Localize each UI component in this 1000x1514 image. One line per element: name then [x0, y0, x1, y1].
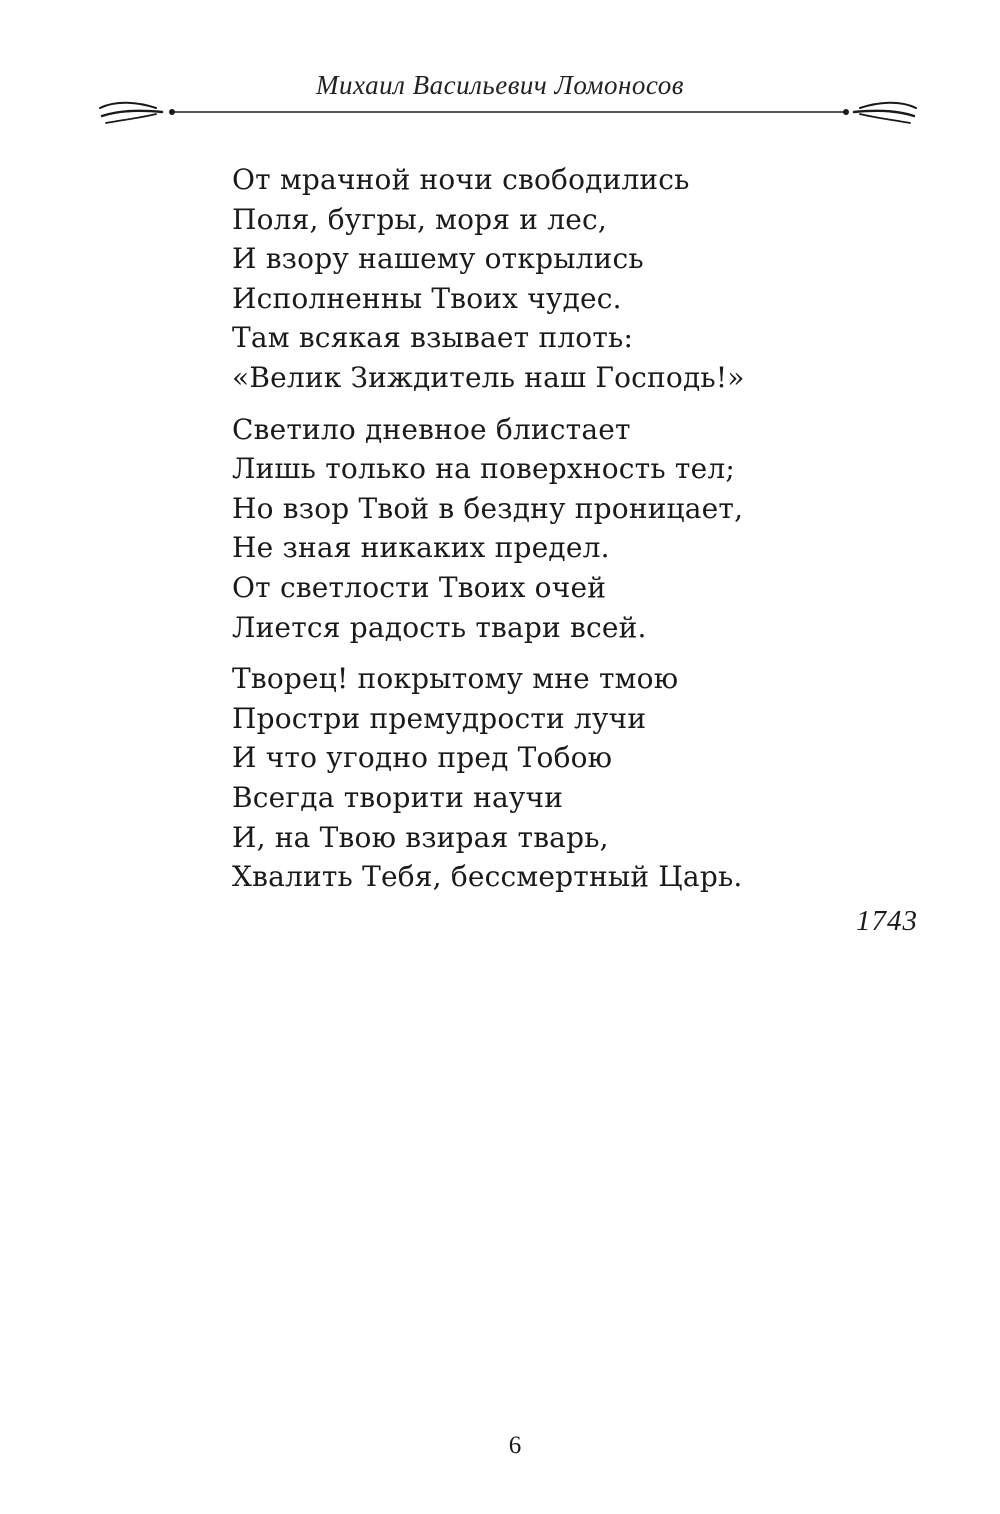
poem-date: 1743 [856, 905, 918, 937]
verse-line: Поля, бугры, моря и лес, [232, 202, 607, 236]
poem-body [232, 160, 872, 909]
verse-line: Но взор Твой в бездну проницает, [232, 491, 744, 525]
verse-line: Всегда творити научи [232, 780, 564, 814]
verse-line: От светлости Твоих очей [232, 570, 607, 604]
verse-line: И что угодно пред Тобою [232, 741, 613, 775]
verse-line: Не зная никаких предел. [232, 531, 610, 565]
verse-line: Там всякая взывает плоть: [232, 321, 634, 355]
stanza-2 [232, 410, 872, 648]
verse-line: Творец! покрытому мне тмою [232, 662, 679, 696]
page-number: 6 [508, 1432, 522, 1459]
header-ornament-rule [98, 96, 918, 132]
verse-line: Простри премудрости лучи [232, 701, 647, 735]
verse-line: Исполненны Твоих чудес. [232, 281, 622, 315]
verse-line: Лиется радость твари всей. [232, 610, 647, 644]
verse-line: Лишь только на поверхность тел; [232, 452, 735, 486]
stanza-1 [232, 160, 872, 398]
stanza-3 [232, 659, 872, 897]
verse-line: И, на Твою взирая тварь, [232, 820, 609, 854]
verse-line: Светило дневное блистает [232, 412, 631, 446]
verse-line: Хвалить Тебя, бессмертный Царь. [232, 860, 743, 894]
verse-line: И взору нашему открылись [232, 242, 644, 276]
running-head: Михаил Васильевич Ломоносов [316, 70, 684, 100]
verse-line: «Велик Зиждитель наш Господь!» [232, 360, 745, 394]
verse-line: От мрачной ночи свободились [232, 163, 690, 196]
